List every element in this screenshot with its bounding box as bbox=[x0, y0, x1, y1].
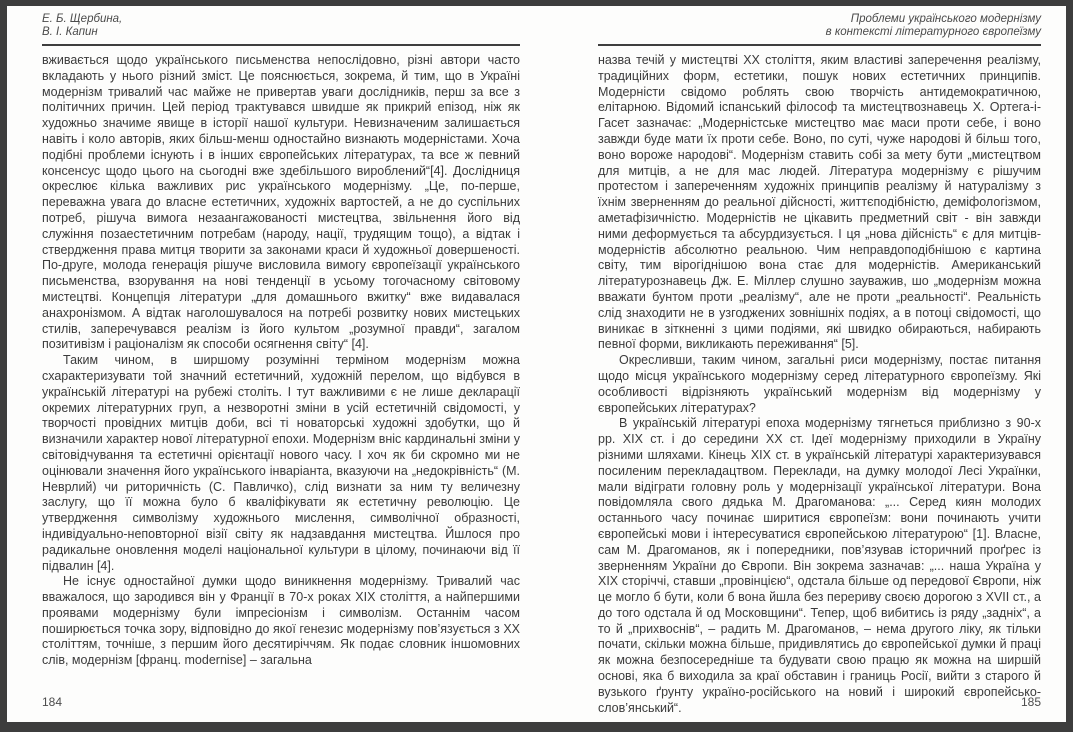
paragraph: вживається щодо українського письменства непослідовно, різні автори часто вкладають у нього різний зміст. Це пояснюється, зокрема, й тим, що в Україні модернізм тривалий час майже не привертав уваги дослідників, перш за все з політичних причин. Цей період трактувався швидше як прикрий епізод, ніж як художньо значиме явище в історії нашої культури. Невизначеним залишається навіть і коло авторів, яких більш-менш одностайно визнають модерністами. Хоча подібні проблеми існують і в інших європейських літературах, та все ж певний консенсус щодо цього на сьогодні вже здебільшого вироблений“[4]. Дослідниця окреслює кілька важливих рис українського модернізму. „Це, по-перше, переважна увага до власне естетичних, художніх вартостей, а не до суспільних потреб, рішуча вимога незаангажованості мистецтва, звільнення його від служіння позаестетичним потребам (народу, нації, трудящим тощо), а відтак і ствердження права митця творити за законами краси й художньої довершеності. По-друге, молода генерація рішуче висловила вимогу європеїзації українського письменства, взорування на нові тенденції в усьому тогочасному світовому мистецтві. Концепція літератури „для домашнього вжитку“ вже видавалася анахронізмом. А відтак наголошувалося на потребі розвитку нових мистецьких стилів, заперечувався реалізм із його культом „розумної правди“, загалом позитивізм і раціоналізм як способи осягнення світу“ [4]. bbox=[42, 53, 520, 352]
page-right bbox=[598, 13, 1041, 716]
paragraph: В українській літературі епоха модернізму тягнеться приблизно з 90-х рр. XIX ст. і до середини XX ст. Ідеї модернізму приходили в Україну різними шляхами. Кінець XIX ст. в українській літературі характеризувався посиленим перекладацтвом. Переклади, на думку молодої Лесі Українки, мали відіграти головну роль у модернізації української літератури. Вона повідомляла свого дядька М. Драгоманова: „... Серед киян молодих останнього часу починає ширитися європеїзм: вони починають учити європейські мови і інтересуватися європейською літературою“ [1]. Власне, сам М. Драгоманов, як і попередники, пов’язував історичний проґрес із зверненням України до Європи. Він зокрема зазначав: „... наша Україна у XIX сторіччі, ставши „провінцією“, одстала більше од передової Європи, ніж це могло б бути, коли б вона йшла без перериву своєю дорогою з XVII ст., а до того одстала й од Московщини“. Тепер, щоб вибитись із ряду „задніх“, а то й „прихвоснів“, – радить М. Драгоманов, – нема другого ліку, як тільки почати, скільки можна більше, придивлятись до європейської думки й праці як можна безпосередніше та будувати свою працю як можна на ширшій основі, яка б виходила за краї обставин і границь Росії, вийти з старого й вузького ґрунту україно-російського на новий і широкий європейсько-слов’янський“. bbox=[598, 416, 1041, 715]
page-number-right: 185 bbox=[1020, 695, 1041, 709]
paragraph: Таким чином, в ширшому розумінні терміном модернізм можна схарактеризувати той значний естетичний, художній перелом, що відбувся в українській літературі на рубежі століть. І тут важливими є не лише декларації окремих літературних груп, а незворотні зміни в усій естетичній свідомості, у творчості провідних митців доби, всі ті новаторські художні здобутки, що й визначили характер нової літературної епохи. Модернізм вніс кардинальні зміни у світовідчування та естетичні орієнтації нового часу. І хоч як би скромно ми не оцінювали значення його українського інваріанта, вказуючи на „недокрівність“ (М. Неврлий) чи риторичність (С. Павличко), слід визнати за ним ту величезну заслугу, що її можна було б кваліфікувати як естетичну революцію. Це утвердження символізму художнього мислення, символічної образності, індивідуально-неповторної візії світу як надзавдання мистецтва. Йшлося про радикальне оновлення моделі національної культури в цілому, починаючи від її підвалин [4]. bbox=[42, 353, 520, 573]
running-head-title bbox=[598, 13, 1041, 40]
body-text-left bbox=[42, 53, 520, 669]
paragraph: Не існує одностайної думки щодо виникнення модернізму. Тривалий час вважалося, що зародився він у Франції в 70-х роках XIX століття, а найпершими проявами модернізму були імпресіонізм і символізм. Останнім часом поширюється точка зору, відповідно до якої генезис модернізму пов’язується з XX століттям, точніше, з першим його десятиріччям. Як подає словник іншомовних слів, модернізм [франц. modernise] – загальна bbox=[42, 574, 520, 668]
author-line-1: Е. Б. Щербина, bbox=[42, 13, 123, 25]
running-head-authors bbox=[42, 13, 520, 40]
title-line-1: Проблеми українського модернізму bbox=[850, 13, 1041, 25]
paragraph: назва течій у мистецтві XX століття, яким властиві заперечення реалізму, традиційних форм, естетики, пошук нових естетичних принципів. Модерністи свідомо роблять свою творчість антидемократичною, елітарною. Відомий іспанський філософ та мистецтвознавець Х. Ортега-і-Гасет зазначає: „Модерністське мистецтво має маси проти себе, і воно завжди буде мати їх проти себе. Воно, по суті, чуже народові й більш того, воно вороже народові“. Модернізм ставить собі за мету бути „мистецтвом для митців, а не для мас людей. Література модернізму є рішучим протестом і запереченням художніх принципів реалізму й натуралізму з їхнім зверненням до реальної дійсності, життєподібністю, деміфологізмом, аметафізичністю. Модерністів не цікавить предметний світ - він завжди ними деформується та абсурдизується. І ця „нова дійсність“ є для митців-модерністів абсолютно реальною. Чим неправдоподібнішою є картина світу, тим вірогіднішою вона стає для модерністів. Американський літературознавець Дж. Е. Міллер слушно зауважив, шо „модернізм можна вважати бунтом проти „реалізму“, але не проти „реальності“. Реальність слід знаходити не в узгоджених зовнішніх подіях, а в потоці свідомості, що виникає в зіткненні з цими подіями, які швидко обираються, набирають певної форми, викликають переживання“ [5]. bbox=[598, 53, 1041, 352]
body-text-right bbox=[598, 53, 1041, 716]
header-rule-right bbox=[598, 44, 1041, 46]
page-number-left: 184 bbox=[42, 695, 63, 709]
paragraph: Окресливши, таким чином, загальні риси модернізму, постає питання щодо місця українського модернізму серед літературного європеїзму. Які особливості відрізняють український модернізм від модернізму у європейських літературах? bbox=[598, 353, 1041, 415]
author-line-2: В. І. Капин bbox=[42, 26, 98, 38]
header-rule-left bbox=[42, 44, 520, 46]
book-spread bbox=[7, 6, 1066, 722]
page-left bbox=[42, 13, 520, 669]
title-line-2: в контексті літературного європеїзму bbox=[825, 26, 1041, 38]
